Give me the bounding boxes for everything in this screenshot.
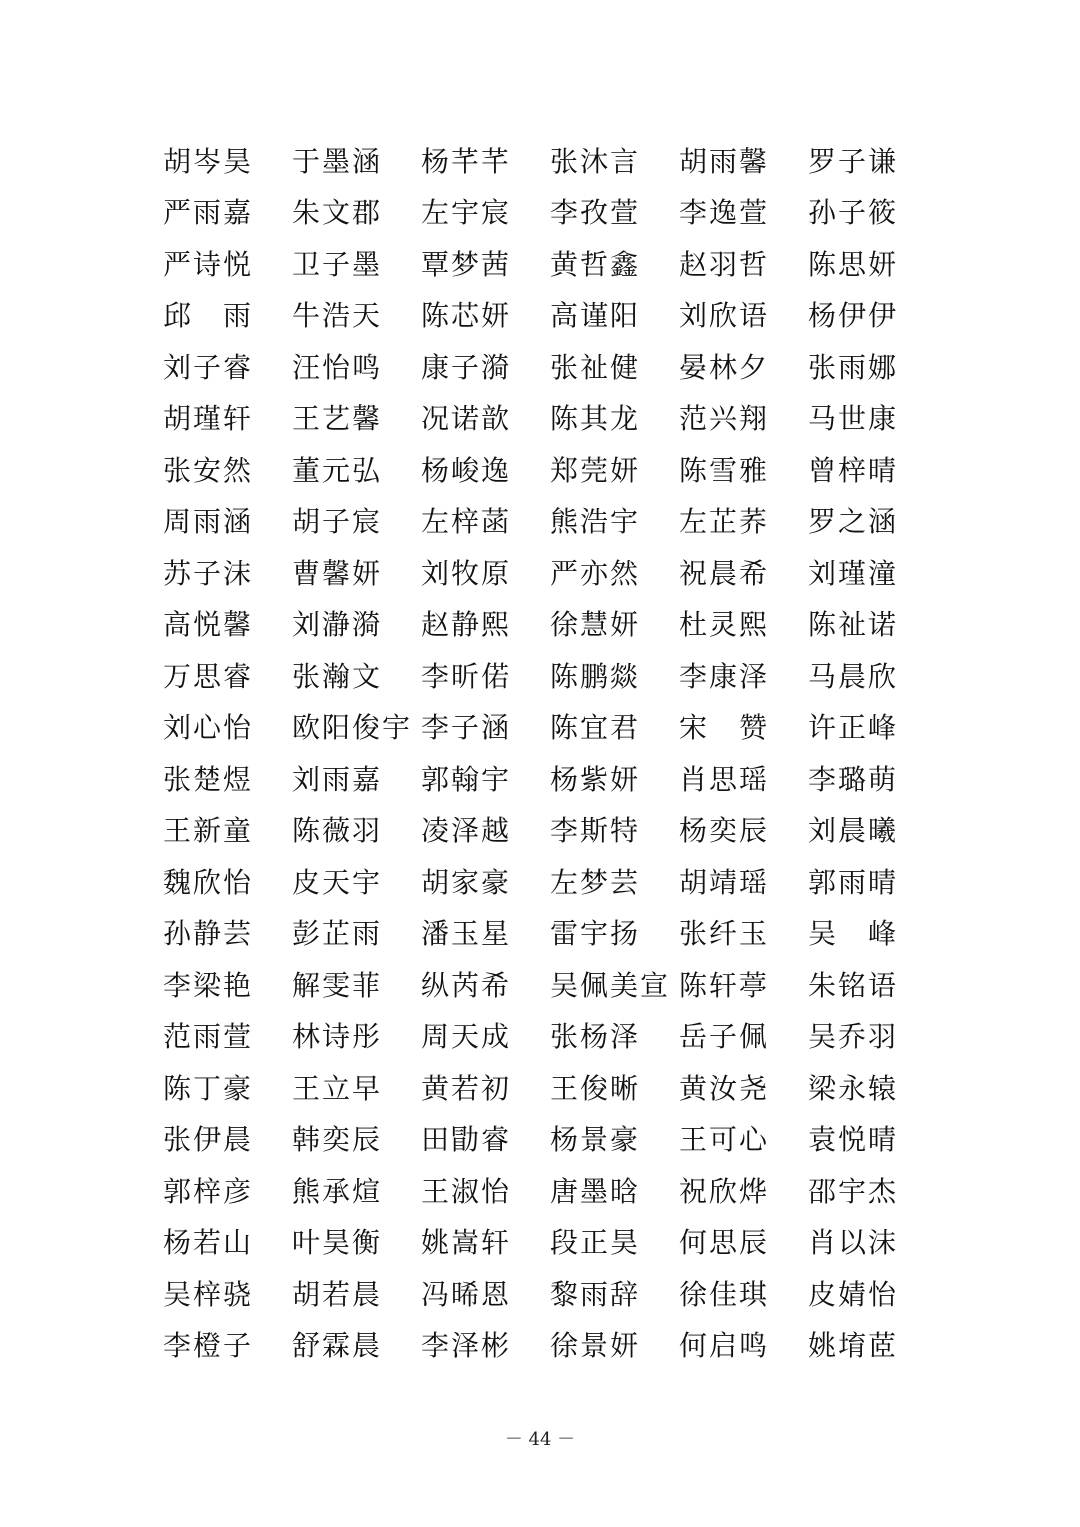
name-cell: 欧阳俊宇 [292,711,413,745]
name-row [163,754,923,806]
name-cell: 曾梓晴 [808,453,899,487]
name-cell: 解雯菲 [292,968,383,1002]
name-cell: 冯晞恩 [421,1277,512,1311]
name-cell: 黎雨辞 [550,1277,641,1311]
name-cell: 彭芷雨 [292,917,383,951]
name-row [163,857,923,909]
name-cell: 郑莞妍 [550,453,641,487]
name-cell: 徐景妍 [550,1329,641,1363]
name-row [163,909,923,961]
name-cell: 陈宜君 [550,711,641,745]
name-cell: 张楚煜 [163,762,254,796]
name-cell: 雷宇扬 [550,917,641,951]
name-cell: 孙静芸 [163,917,254,951]
name-cell: 范兴翔 [679,402,770,436]
name-cell: 黄汝尧 [679,1071,770,1105]
name-cell: 马世康 [808,402,899,436]
name-cell: 赵静熙 [421,608,512,642]
name-cell: 于墨涵 [292,144,383,178]
name-row [163,703,923,755]
name-row [163,806,923,858]
name-cell: 陈丁豪 [163,1071,254,1105]
name-cell: 万思睿 [163,659,254,693]
name-cell: 郭翰宇 [421,762,512,796]
name-cell: 周天成 [421,1020,512,1054]
name-row [163,1012,923,1064]
name-cell: 李逸萱 [679,196,770,230]
name-cell: 罗子谦 [808,144,899,178]
name-row [163,239,923,291]
name-row [163,291,923,343]
name-cell: 曹馨妍 [292,556,383,590]
name-cell: 朱文郡 [292,196,383,230]
name-cell: 康子漪 [421,350,512,384]
name-cell: 杨奕辰 [679,814,770,848]
name-cell: 汪怡鸣 [292,350,383,384]
name-cell: 肖以沫 [808,1226,899,1260]
name-cell: 梁永辕 [808,1071,899,1105]
name-cell: 姚堉茝 [808,1329,899,1363]
name-cell: 胡子宸 [292,505,383,539]
name-cell: 孙子筱 [808,196,899,230]
name-cell: 苏子沫 [163,556,254,590]
name-cell: 邱 雨 [163,299,254,333]
name-cell: 李梁艳 [163,968,254,1002]
name-cell: 吴乔羽 [808,1020,899,1054]
name-cell: 王俊晰 [550,1071,641,1105]
name-cell: 左芷荞 [679,505,770,539]
name-cell: 纵芮希 [421,968,512,1002]
name-cell: 胡瑾轩 [163,402,254,436]
name-row [163,445,923,497]
name-cell: 李子涵 [421,711,512,745]
names-grid [163,136,923,1372]
name-cell: 张纤玉 [679,917,770,951]
name-cell: 袁悦晴 [808,1123,899,1157]
name-cell: 赵羽哲 [679,247,770,281]
name-row [163,1115,923,1167]
name-cell: 陈芯妍 [421,299,512,333]
name-cell: 高悦馨 [163,608,254,642]
name-row [163,394,923,446]
name-cell: 严亦然 [550,556,641,590]
name-cell: 叶昊衡 [292,1226,383,1260]
name-cell: 刘晨曦 [808,814,899,848]
name-cell: 朱铭语 [808,968,899,1002]
name-row [163,1218,923,1270]
name-cell: 吴梓骁 [163,1277,254,1311]
name-cell: 舒霖晨 [292,1329,383,1363]
name-cell: 刘瑾潼 [808,556,899,590]
name-row [163,497,923,549]
name-cell: 王立早 [292,1071,383,1105]
name-cell: 邵宇杰 [808,1174,899,1208]
name-cell: 张祉健 [550,350,641,384]
name-cell: 岳子佩 [679,1020,770,1054]
name-cell: 李泽彬 [421,1329,512,1363]
name-cell: 徐慧妍 [550,608,641,642]
name-cell: 潘玉星 [421,917,512,951]
name-cell: 吴 峰 [808,917,899,951]
name-cell: 胡靖瑶 [679,865,770,899]
name-cell: 黄哲鑫 [550,247,641,281]
name-cell: 吴佩美宣 [550,968,671,1002]
name-cell: 李康泽 [679,659,770,693]
name-cell: 刘心怡 [163,711,254,745]
name-cell: 陈鹏燚 [550,659,641,693]
name-cell: 刘子睿 [163,350,254,384]
name-cell: 晏林夕 [679,350,770,384]
name-row [163,1063,923,1115]
name-cell: 刘雨嘉 [292,762,383,796]
name-cell: 罗之涵 [808,505,899,539]
name-cell: 姚嵩轩 [421,1226,512,1260]
name-cell: 凌泽越 [421,814,512,848]
name-cell: 胡岑昊 [163,144,254,178]
name-cell: 张伊晨 [163,1123,254,1157]
name-cell: 张沐言 [550,144,641,178]
name-cell: 宋 赞 [679,711,770,745]
name-cell: 胡若晨 [292,1277,383,1311]
name-cell: 杨若山 [163,1226,254,1260]
name-cell: 董元弘 [292,453,383,487]
name-cell: 李孜萱 [550,196,641,230]
name-cell: 杜灵熙 [679,608,770,642]
name-cell: 唐墨晗 [550,1174,641,1208]
name-cell: 郭雨晴 [808,865,899,899]
name-cell: 李昕偌 [421,659,512,693]
name-cell: 黄若初 [421,1071,512,1105]
name-cell: 熊浩宇 [550,505,641,539]
name-cell: 覃梦茜 [421,247,512,281]
name-cell: 刘瀞漪 [292,608,383,642]
name-cell: 卫子墨 [292,247,383,281]
name-cell: 陈雪雅 [679,453,770,487]
name-row [163,342,923,394]
name-cell: 严雨嘉 [163,196,254,230]
name-cell: 范雨萱 [163,1020,254,1054]
name-cell: 王可心 [679,1123,770,1157]
name-cell: 杨伊伊 [808,299,899,333]
name-cell: 何启鸣 [679,1329,770,1363]
name-row [163,1269,923,1321]
name-cell: 周雨涵 [163,505,254,539]
name-cell: 张雨娜 [808,350,899,384]
name-cell: 左梦芸 [550,865,641,899]
name-cell: 胡家豪 [421,865,512,899]
name-cell: 刘牧原 [421,556,512,590]
name-cell: 王淑怡 [421,1174,512,1208]
name-cell: 皮天宇 [292,865,383,899]
name-cell: 陈薇羽 [292,814,383,848]
name-cell: 张安然 [163,453,254,487]
name-cell: 张瀚文 [292,659,383,693]
name-cell: 严诗悦 [163,247,254,281]
name-cell: 段正昊 [550,1226,641,1260]
name-row [163,136,923,188]
name-cell: 李斯特 [550,814,641,848]
name-cell: 郭梓彦 [163,1174,254,1208]
name-cell: 林诗彤 [292,1020,383,1054]
name-row [163,188,923,240]
name-cell: 陈其龙 [550,402,641,436]
name-cell: 王新童 [163,814,254,848]
name-cell: 杨紫妍 [550,762,641,796]
name-cell: 祝欣烨 [679,1174,770,1208]
name-cell: 牛浩天 [292,299,383,333]
name-cell: 左宇宸 [421,196,512,230]
name-cell: 马晨欣 [808,659,899,693]
name-cell: 魏欣怡 [163,865,254,899]
name-cell: 祝晨希 [679,556,770,590]
name-cell: 陈轩葶 [679,968,770,1002]
name-cell: 杨峻逸 [421,453,512,487]
name-cell: 左梓菡 [421,505,512,539]
name-cell: 高谨阳 [550,299,641,333]
name-row [163,651,923,703]
name-cell: 肖思瑶 [679,762,770,796]
name-cell: 刘欣语 [679,299,770,333]
page-number: － 44 － [504,1429,576,1450]
name-cell: 陈思妍 [808,247,899,281]
name-cell: 陈祉诺 [808,608,899,642]
name-cell: 杨景豪 [550,1123,641,1157]
name-cell: 李璐萌 [808,762,899,796]
name-row [163,1166,923,1218]
name-cell: 皮婧怡 [808,1277,899,1311]
name-cell: 徐佳琪 [679,1277,770,1311]
name-cell: 韩奕辰 [292,1123,383,1157]
name-row [163,548,923,600]
name-row [163,600,923,652]
name-cell: 许正峰 [808,711,899,745]
name-cell: 张杨泽 [550,1020,641,1054]
name-cell: 何思辰 [679,1226,770,1260]
name-cell: 王艺馨 [292,402,383,436]
name-cell: 杨芊芊 [421,144,512,178]
name-row [163,1321,923,1373]
name-cell: 况诺歆 [421,402,512,436]
name-row [163,960,923,1012]
name-cell: 李橙子 [163,1329,254,1363]
name-cell: 田勖睿 [421,1123,512,1157]
name-cell: 胡雨馨 [679,144,770,178]
name-cell: 熊承煊 [292,1174,383,1208]
